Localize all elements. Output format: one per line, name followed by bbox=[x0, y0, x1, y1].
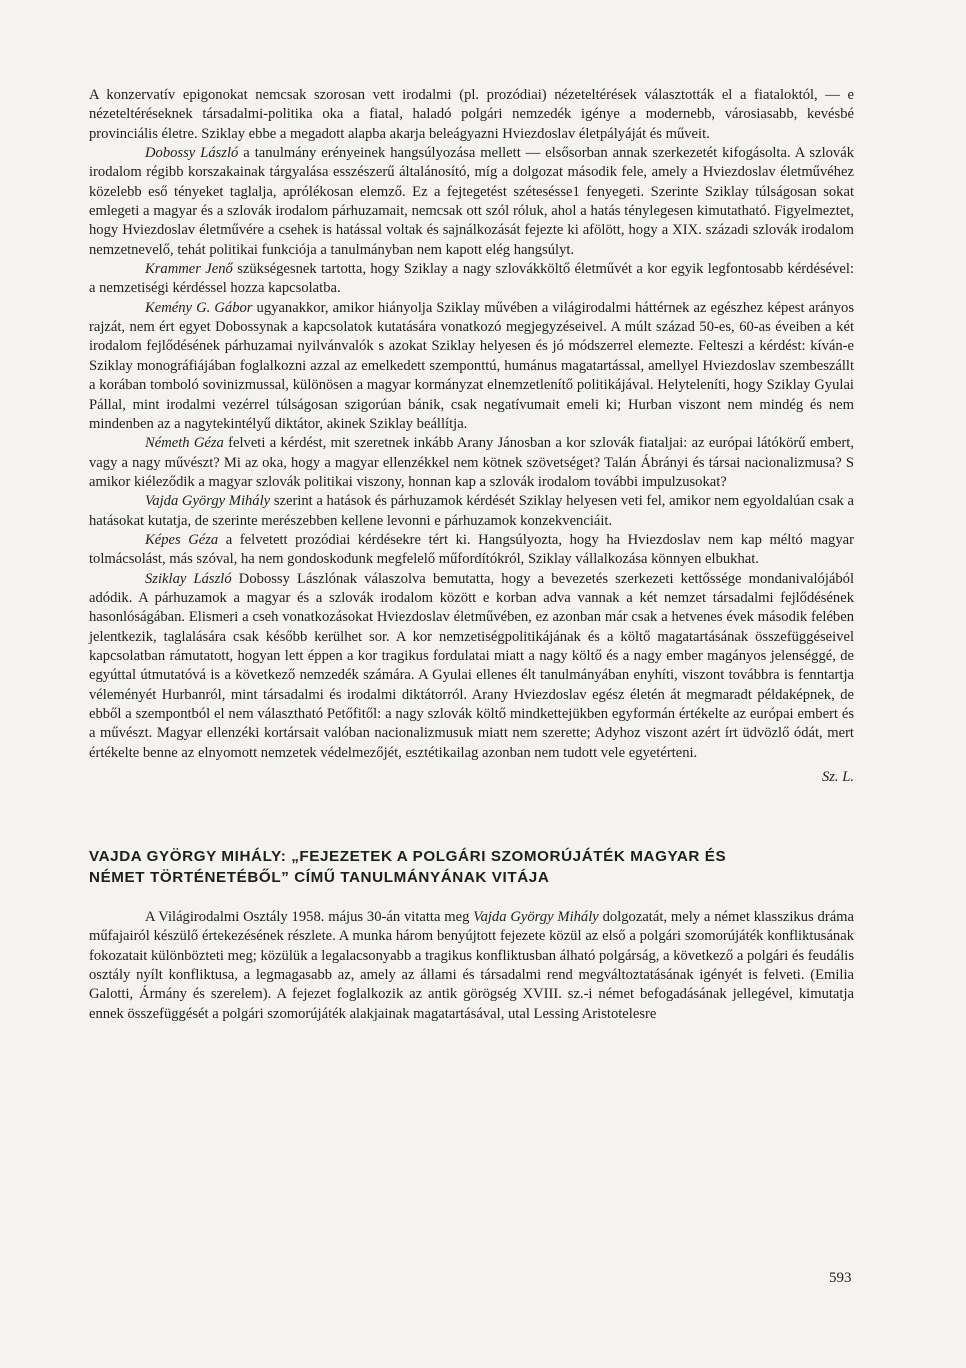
speaker-name: Krammer Jenő bbox=[145, 261, 233, 278]
paragraph-text: szerint a hatások és párhuzamok kérdését Sziklay helyesen veti fel, amikor nem egyoldalúan csak a hatásokat kutatja, de szerinte merészebben kellene levonni e párhuzamok konzekvenciáit. bbox=[89, 493, 854, 529]
article-heading-line-1: VAJDA GYÖRGY MIHÁLY: „FEJEZETEK A POLGÁRI SZOMORÚJÁTÉK MAGYAR ÉS bbox=[89, 848, 727, 866]
paragraph-text: ugyanakkor, amikor hiányolja Sziklay művében a világirodalmi háttérnek az egészhez képest arányos rajzát, nem ért egyet Dobossynak a kapcsolatok kutatására vonatkozó megjegyzéseivel. A múlt század 50-es, 60-as éveiben a két irodalom fejlődésének párhuzamai nyilvánvalók s azokat Sziklay helyesen és jó módszerrel elemezte. Felteszi a kérdést: kíván-e Sziklay monográfiájában foglalkozni azzal az emelkedett szemponttú, humánus magatartással, amellyel Hviezdoslav szembeszállt a korában tomboló sovinizmussal, különösen a magyar kormányzat elnemzetlenítő politikájával. Helyteleníti, hogy Sziklay Gyulai Pállal, mint irodalmi vezérrel túlságosan szigorúan bánik, csak negatívumait emeli ki; Hurban viszont nem mindég és nem mindenben az a nagytekintélyű diktátor, akinek Sziklay beállítja. bbox=[89, 299, 854, 432]
paragraph-text: dolgozatát, mely a német klasszikus dráma műfajairól készülő értekezésének részlete. A munka három benyújtott fejezete közül az első a polgári szomorújáték konfliktusának fokozatait különbözteti meg; közülük a legalacsonyabb a tragikus konfliktusban álható polgárság, a következő a polgári és feudális osztály nyílt konfliktusa, a legmagasabb az, amely az állami és társadalmi rend megváltoztatásának igényét is felveti. (Emilia Galotti, Ármány és szerelem). A fejezet foglalkozik az antik görögség XVIII. sz.-i német befogadásának jellegével, kimutatja ennek összefüggését a polgári szomorújáték alakjainak magatartásával, utal Lessing Aristotelesre bbox=[89, 909, 855, 1022]
page-content bbox=[89, 86, 854, 1024]
speaker-name: Képes Géza bbox=[145, 531, 219, 548]
article-body bbox=[89, 908, 854, 1024]
paragraph-text: a tanulmány erényeinek hangsúlyozása mellett — elsősorban annak szerkezetét kifogásolta. A szlovák irodalom régibb korszakainak tárgyalása esszészerű általánosító, míg a dolgozat második fele, amely a Hviezdoslav életművéhez közelebb eső tényeket taglalja, aprólékosan elemző. Ez a fejtegetést szétesésse1 fenyegeti. Szerinte Sziklay túlságosan sokat emlegeti a magyar és a szlovák irodalom párhuzamait, nemcsak ott szól róluk, ahol a hatás ténylegesen kimutatható. Figyelmeztet, hogy Hviezdoslav életművére a csehek is hatással voltak és sajnálkozását fejezte ki afölött, hogy a XIX. századi szlovák irodalom nemzetnevelő, tehát politikai funkciója a tanulmányban nem kapott elég hangsúlyt. bbox=[89, 145, 855, 258]
review-paragraph bbox=[89, 144, 854, 260]
page-number: 593 bbox=[829, 1270, 852, 1286]
review-paragraph bbox=[89, 434, 854, 492]
review-paragraph bbox=[89, 570, 854, 763]
speaker-name: Németh Géza bbox=[145, 435, 224, 452]
paragraph-text: A konzervatív epigonokat nemcsak szorosan vett irodalmi (pl. prozódiai) nézeteltérések választották el a fiataloktól, — e nézeteltéréseknek társadalmi-politika oka a fiatal, haladó polgári nemzedék igénye a modernebb, városiasabb, kevésbé provinciális életre. Sziklay ebbe a megadott alapba akarja beleágyazni Hviezdoslav életpályáját és műveit. bbox=[89, 87, 854, 142]
review-paragraph bbox=[89, 299, 854, 434]
article-heading-line-2: NÉMET TÖRTÉNETÉBŐL” CÍMŰ TANULMÁNYÁNAK VITÁJA bbox=[89, 869, 550, 887]
review-signature: Sz. L. bbox=[821, 769, 854, 786]
review-paragraph bbox=[89, 260, 854, 299]
speaker-name: Vajda György Mihály bbox=[473, 909, 599, 926]
speaker-name: Dobossy László bbox=[145, 145, 239, 162]
article-heading bbox=[89, 846, 854, 888]
paragraph-text: Dobossy Lászlónak válaszolva bemutatta, hogy a bevezetés szerkezeti kettőssége mondanivalójából adódik. A párhuzamok a magyar és a szlovák irodalom között e korban adva vannak a két nemzet társadalmi fejlődésének hasonlóságában. Elismeri a cseh vonatkozásokat Hviezdoslav életművében, ez azonban már csak a hetvenes évek második felében jelentkezik, taglalására csak később kerülhet sor. A kor nemzetiségpolitikájának és a költő magatartásának összefüggéseivel kapcsolatban rámutatott, hogyan lett éppen a kor tragikus fordulatai miatt a nagy költő és a nagy ember magányos jelenséggé, de egyúttal útmutatóvá is a következő nemzedék számára. A Gyulai ellenes élt tanulmányában enyhíti, viszont továbbra is fenntartja véleményét Hurbanról, mint társadalmi és irodalmi diktátorról. Arany Hviezdoslav egész életén át megmaradt példaképnek, de ebből a szempontból el nem választható Petőfitől: a nagy szlovák költő mindkettejükben egyformán értékelte az európai embert és a művészt. Magyar ellenzéki kortársait valóban nacionalizmusuk miatt nem szerette; Adyhoz viszont azért írt üdvözlő ódát, mert értékelte benne az elnyomott nemzetek védelmezőjét, esztétikailag azonban nem tudott vele egyetérteni. bbox=[89, 570, 855, 761]
review-paragraph bbox=[89, 531, 854, 570]
speaker-name: Vajda György Mihály bbox=[145, 493, 271, 510]
review-section bbox=[89, 86, 854, 763]
paragraph-text: szükségesnek tartotta, hogy Sziklay a nagy szlovákköltő életművét a kor egyik legfontosabb kérdésével: a nemzetiségi kérdéssel hozza kapcsolatba. bbox=[89, 261, 854, 297]
speaker-name: Kemény G. Gábor bbox=[145, 299, 253, 316]
paragraph-text: felveti a kérdést, mit szeretnek inkább Arany Jánosban a kor szlovák fiataljai: az európai látókörű embert, vagy a nagy művészt? Mi az oka, hogy a magyar ellenzékkel nem kötnek szövetséget? Talán Ábrányi és társai nacionalizmusa? S amikor kiéleződik a magyar szlovák politikai viszony, honnan kap a szlovák irodalom további impulzusokat? bbox=[89, 435, 854, 490]
speaker-name: Sziklay László bbox=[145, 570, 232, 587]
paragraph-text: a felvetett prozódiai kérdésekre tért ki. Hangsúlyozta, hogy ha Hviezdoslav nem kap méltó magyar tolmácsolást, más szóval, ha nem gondoskodunk megfelelő műfordítókról, Sziklay vállalkozása könnyen elbukhat. bbox=[89, 531, 854, 568]
paragraph-text: A Világirodalmi Osztály 1958. május 30-án vitatta meg bbox=[145, 909, 474, 926]
review-paragraph bbox=[89, 492, 854, 531]
review-paragraph bbox=[89, 86, 854, 144]
